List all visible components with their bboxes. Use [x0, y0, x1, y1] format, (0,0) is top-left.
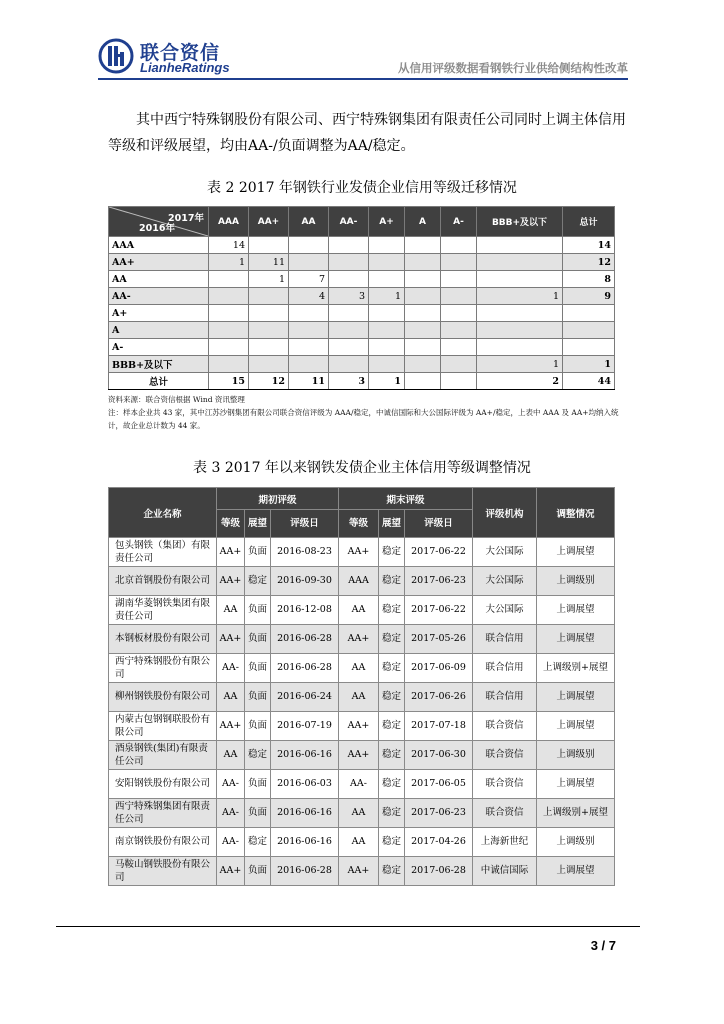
- table-cell: [405, 373, 441, 390]
- table-cell: [441, 356, 477, 373]
- final-outlook-cell: 稳定: [379, 683, 405, 712]
- table-cell: 44: [563, 373, 615, 390]
- table-cell: [289, 237, 329, 254]
- header-agency: 评级机构: [473, 488, 537, 538]
- table-cell: [289, 322, 329, 339]
- table-cell: [477, 322, 563, 339]
- initial-outlook-cell: 负面: [245, 712, 271, 741]
- table-cell: 12: [249, 373, 289, 390]
- final-outlook-cell: 稳定: [379, 625, 405, 654]
- lianhe-logo-icon: [98, 38, 134, 74]
- final-date-cell: 2017-06-30: [405, 741, 473, 770]
- adjustment-cell: 上调展望: [537, 770, 615, 799]
- adjustment-cell: 上调级别: [537, 741, 615, 770]
- table-cell: [249, 339, 289, 356]
- table-cell: [249, 288, 289, 305]
- adjustment-cell: 上调级别: [537, 828, 615, 857]
- adjustment-cell: 上调级别+展望: [537, 799, 615, 828]
- table-row: [109, 683, 615, 712]
- table-cell: [249, 305, 289, 322]
- final-date-cell: 2017-06-23: [405, 799, 473, 828]
- adjustment-cell: 上调级别: [537, 567, 615, 596]
- company-name-cell: 安阳钢铁股份有限公司: [109, 770, 217, 799]
- column-header: AA-: [329, 207, 369, 237]
- final-date-cell: 2017-06-23: [405, 567, 473, 596]
- final-date-cell: 2017-06-26: [405, 683, 473, 712]
- final-date-cell: 2017-06-05: [405, 770, 473, 799]
- rating-agency-cell: 大公国际: [473, 596, 537, 625]
- initial-grade-cell: AA-: [217, 770, 245, 799]
- table-cell: [289, 356, 329, 373]
- initial-outlook-cell: 稳定: [245, 567, 271, 596]
- initial-outlook-cell: 负面: [245, 596, 271, 625]
- column-header: A-: [441, 207, 477, 237]
- column-header: A+: [369, 207, 405, 237]
- initial-date-cell: 2016-12-08: [271, 596, 339, 625]
- final-grade-cell: AA+: [339, 538, 379, 567]
- header-final-rating: 期末评级: [339, 488, 473, 510]
- table-cell: 1: [369, 373, 405, 390]
- table-cell: [209, 339, 249, 356]
- row-label: A-: [109, 339, 209, 356]
- footer-divider: [56, 926, 640, 927]
- table-cell: 2: [477, 373, 563, 390]
- table-cell: [405, 237, 441, 254]
- final-date-cell: 2017-06-22: [405, 596, 473, 625]
- header-date: 评级日: [405, 510, 473, 538]
- initial-grade-cell: AA+: [217, 567, 245, 596]
- rating-agency-cell: 大公国际: [473, 567, 537, 596]
- brand-name-en: LianheRatings: [140, 60, 230, 75]
- company-name-cell: 酒泉钢铁(集团)有限责任公司: [109, 741, 217, 770]
- adjustment-cell: 上调展望: [537, 857, 615, 886]
- final-outlook-cell: 稳定: [379, 741, 405, 770]
- table-cell: [441, 305, 477, 322]
- corner-label-2017: 2017年: [168, 213, 204, 224]
- table-cell: 8: [563, 271, 615, 288]
- table-row: [109, 254, 615, 271]
- final-outlook-cell: 稳定: [379, 857, 405, 886]
- header-divider: [98, 78, 628, 80]
- final-grade-cell: AAA: [339, 567, 379, 596]
- table-cell: [329, 305, 369, 322]
- rating-agency-cell: 联合信用: [473, 654, 537, 683]
- header-outlook: 展望: [245, 510, 271, 538]
- table-cell: 9: [563, 288, 615, 305]
- table-cell: [477, 237, 563, 254]
- initial-outlook-cell: 稳定: [245, 741, 271, 770]
- initial-outlook-cell: 负面: [245, 625, 271, 654]
- header-initial-rating: 期初评级: [217, 488, 339, 510]
- table-cell: [369, 356, 405, 373]
- table-cell: [329, 339, 369, 356]
- table-row: [109, 271, 615, 288]
- final-date-cell: 2017-06-22: [405, 538, 473, 567]
- table-row: [109, 305, 615, 322]
- table-cell: [249, 356, 289, 373]
- final-grade-cell: AA+: [339, 857, 379, 886]
- company-name-cell: 西宁特殊钢股份有限公司: [109, 654, 217, 683]
- rating-adjustment-table: [108, 487, 615, 886]
- rating-agency-cell: 联合资信: [473, 712, 537, 741]
- table-cell: [477, 339, 563, 356]
- table-row: [109, 712, 615, 741]
- initial-outlook-cell: 负面: [245, 538, 271, 567]
- final-grade-cell: AA-: [339, 770, 379, 799]
- initial-outlook-cell: 负面: [245, 857, 271, 886]
- row-label: AA: [109, 271, 209, 288]
- table-cell: [329, 271, 369, 288]
- table-cell: [441, 237, 477, 254]
- table-cell: [441, 339, 477, 356]
- initial-date-cell: 2016-06-24: [271, 683, 339, 712]
- table2-note: 注：样本企业共 43 家，其中江苏沙钢集团有限公司联合资信评级为 AAA/稳定，中诚信国际和大公国际评级为 AA+/稳定，上表中 AAA 及 AA+均纳入统计，故企业总计数为 44 家。: [108, 408, 619, 430]
- table-cell: [563, 322, 615, 339]
- table2-header-row: [109, 207, 615, 237]
- company-name-cell: 马鞍山钢铁股份有限公司: [109, 857, 217, 886]
- initial-grade-cell: AA: [217, 683, 245, 712]
- initial-date-cell: 2016-06-16: [271, 741, 339, 770]
- company-name-cell: 西宁特殊钢集团有限责任公司: [109, 799, 217, 828]
- table-cell: [369, 305, 405, 322]
- table-cell: [329, 237, 369, 254]
- row-label: AA+: [109, 254, 209, 271]
- corner-label-2016: 2016年: [139, 223, 175, 234]
- table-cell: [405, 305, 441, 322]
- company-name-cell: 湖南华菱钢铁集团有限责任公司: [109, 596, 217, 625]
- table-cell: [441, 373, 477, 390]
- final-outlook-cell: 稳定: [379, 828, 405, 857]
- final-grade-cell: AA: [339, 683, 379, 712]
- document-title: 从信用评级数据看钢铁行业供给侧结构性改革: [398, 61, 628, 75]
- initial-grade-cell: AA+: [217, 712, 245, 741]
- final-outlook-cell: 稳定: [379, 654, 405, 683]
- initial-grade-cell: AA-: [217, 654, 245, 683]
- row-label: BBB+及以下: [109, 356, 209, 373]
- table-row: [109, 741, 615, 770]
- table-cell: 15: [209, 373, 249, 390]
- table-cell: [441, 254, 477, 271]
- table-cell: [441, 271, 477, 288]
- table-cell: [289, 339, 329, 356]
- table-cell: [369, 322, 405, 339]
- table-cell: [249, 237, 289, 254]
- final-outlook-cell: 稳定: [379, 770, 405, 799]
- initial-grade-cell: AA-: [217, 828, 245, 857]
- table-cell: [405, 254, 441, 271]
- brand-name-cn: 联合资信: [140, 42, 221, 64]
- initial-date-cell: 2016-06-03: [271, 770, 339, 799]
- rating-agency-cell: 大公国际: [473, 538, 537, 567]
- final-outlook-cell: 稳定: [379, 567, 405, 596]
- initial-date-cell: 2016-06-28: [271, 625, 339, 654]
- final-grade-cell: AA: [339, 654, 379, 683]
- table-cell: 12: [563, 254, 615, 271]
- column-header: BBB+及以下: [477, 207, 563, 237]
- rating-agency-cell: 联合资信: [473, 799, 537, 828]
- initial-grade-cell: AA: [217, 596, 245, 625]
- table3-header-row: [109, 488, 615, 510]
- column-header: AA: [289, 207, 329, 237]
- table-cell: [209, 322, 249, 339]
- table-cell: [563, 339, 615, 356]
- table-cell: [405, 271, 441, 288]
- initial-grade-cell: AA+: [217, 538, 245, 567]
- final-outlook-cell: 稳定: [379, 596, 405, 625]
- page-number: 3 / 7: [590, 938, 616, 953]
- table-cell: 1: [563, 356, 615, 373]
- company-name-cell: 包头钢铁（集团）有限责任公司: [109, 538, 217, 567]
- row-label: AA-: [109, 288, 209, 305]
- header-date: 评级日: [271, 510, 339, 538]
- row-label: A: [109, 322, 209, 339]
- initial-date-cell: 2016-06-16: [271, 828, 339, 857]
- initial-grade-cell: AA: [217, 741, 245, 770]
- table-cell: [369, 271, 405, 288]
- initial-date-cell: 2016-06-28: [271, 857, 339, 886]
- adjustment-cell: 上调展望: [537, 683, 615, 712]
- final-date-cell: 2017-06-09: [405, 654, 473, 683]
- table-row: [109, 322, 615, 339]
- rating-agency-cell: 上海新世纪: [473, 828, 537, 857]
- row-label: AAA: [109, 237, 209, 254]
- initial-outlook-cell: 负面: [245, 683, 271, 712]
- page-header: [0, 0, 724, 82]
- table-cell: [369, 339, 405, 356]
- final-grade-cell: AA+: [339, 712, 379, 741]
- table-cell: 4: [289, 288, 329, 305]
- final-grade-cell: AA: [339, 799, 379, 828]
- table-cell: [405, 322, 441, 339]
- table-cell: 7: [289, 271, 329, 288]
- table-cell: [289, 305, 329, 322]
- table-cell: [405, 288, 441, 305]
- final-grade-cell: AA+: [339, 741, 379, 770]
- initial-outlook-cell: 负面: [245, 770, 271, 799]
- table2-caption: 表 2 2017 年钢铁行业发债企业信用等级迁移情况: [207, 180, 517, 196]
- table-cell: [477, 254, 563, 271]
- company-name-cell: 本钢板材股份有限公司: [109, 625, 217, 654]
- column-header: AAA: [209, 207, 249, 237]
- header-grade: 等级: [217, 510, 245, 538]
- table-cell: [369, 237, 405, 254]
- table-cell: 11: [289, 373, 329, 390]
- initial-date-cell: 2016-08-23: [271, 538, 339, 567]
- initial-grade-cell: AA+: [217, 625, 245, 654]
- final-outlook-cell: 稳定: [379, 799, 405, 828]
- company-name-cell: 柳州钢铁股份有限公司: [109, 683, 217, 712]
- header-grade: 等级: [339, 510, 379, 538]
- table2-total-row: [109, 373, 615, 390]
- adjustment-cell: 上调展望: [537, 712, 615, 741]
- table2-corner-cell: [109, 207, 209, 237]
- adjustment-cell: 上调展望: [537, 625, 615, 654]
- column-header: AA+: [249, 207, 289, 237]
- initial-date-cell: 2016-06-16: [271, 799, 339, 828]
- table-cell: [477, 271, 563, 288]
- final-grade-cell: AA: [339, 828, 379, 857]
- table3-caption: 表 3 2017 年以来钢铁发债企业主体信用等级调整情况: [193, 460, 531, 476]
- table-cell: [405, 356, 441, 373]
- company-name-cell: 北京首钢股份有限公司: [109, 567, 217, 596]
- final-date-cell: 2017-06-28: [405, 857, 473, 886]
- final-grade-cell: AA: [339, 596, 379, 625]
- table-row: [109, 237, 615, 254]
- table-cell: [477, 305, 563, 322]
- table-cell: [441, 288, 477, 305]
- adjustment-cell: 上调级别+展望: [537, 654, 615, 683]
- table-cell: 14: [563, 237, 615, 254]
- table-cell: [209, 305, 249, 322]
- rating-agency-cell: 联合资信: [473, 741, 537, 770]
- table-row: [109, 596, 615, 625]
- final-outlook-cell: 稳定: [379, 712, 405, 741]
- final-date-cell: 2017-04-26: [405, 828, 473, 857]
- table-cell: [405, 339, 441, 356]
- column-header: 总计: [563, 207, 615, 237]
- table-row: [109, 828, 615, 857]
- adjustment-cell: 上调展望: [537, 596, 615, 625]
- table-cell: [369, 254, 405, 271]
- table-cell: 11: [249, 254, 289, 271]
- table-row: [109, 567, 615, 596]
- table-cell: 3: [329, 288, 369, 305]
- rating-agency-cell: 中诚信国际: [473, 857, 537, 886]
- table-cell: 1: [477, 356, 563, 373]
- table-row: [109, 625, 615, 654]
- header-outlook: 展望: [379, 510, 405, 538]
- final-date-cell: 2017-07-18: [405, 712, 473, 741]
- table-cell: 1: [209, 254, 249, 271]
- table-cell: [329, 356, 369, 373]
- header-adjustment: 调整情况: [537, 488, 615, 538]
- table-cell: 3: [329, 373, 369, 390]
- column-header: A: [405, 207, 441, 237]
- table-row: [109, 799, 615, 828]
- table-cell: [209, 271, 249, 288]
- table2-source: 资料来源：联合资信根据 Wind 资讯整理: [108, 395, 245, 404]
- initial-outlook-cell: 稳定: [245, 828, 271, 857]
- table-cell: [249, 322, 289, 339]
- rating-agency-cell: 联合信用: [473, 625, 537, 654]
- adjustment-cell: 上调展望: [537, 538, 615, 567]
- final-date-cell: 2017-05-26: [405, 625, 473, 654]
- initial-grade-cell: AA-: [217, 799, 245, 828]
- row-label: A+: [109, 305, 209, 322]
- header-company: 企业名称: [109, 488, 217, 538]
- table-cell: 1: [249, 271, 289, 288]
- initial-date-cell: 2016-06-28: [271, 654, 339, 683]
- table-row: [109, 770, 615, 799]
- table-row: [109, 538, 615, 567]
- table-cell: [209, 288, 249, 305]
- body-paragraph: 其中西宁特殊钢股份有限公司、西宁特殊钢集团有限责任公司同时上调主体信用等级和评级展望，均由AA-/负面调整为AA/稳定。: [108, 112, 626, 154]
- table-cell: [441, 322, 477, 339]
- table-cell: 14: [209, 237, 249, 254]
- table-row: [109, 356, 615, 373]
- total-label: 总计: [109, 373, 209, 390]
- company-name-cell: 内蒙古包钢钢联股份有限公司: [109, 712, 217, 741]
- rating-agency-cell: 联合信用: [473, 683, 537, 712]
- table-cell: [209, 356, 249, 373]
- company-name-cell: 南京钢铁股份有限公司: [109, 828, 217, 857]
- table-row: [109, 654, 615, 683]
- table-cell: [329, 322, 369, 339]
- rating-agency-cell: 联合资信: [473, 770, 537, 799]
- table-cell: 1: [369, 288, 405, 305]
- final-grade-cell: AA+: [339, 625, 379, 654]
- initial-grade-cell: AA+: [217, 857, 245, 886]
- initial-outlook-cell: 负面: [245, 654, 271, 683]
- rating-migration-table: [108, 206, 615, 390]
- table-row: [109, 288, 615, 305]
- table-row: [109, 857, 615, 886]
- table-cell: 1: [477, 288, 563, 305]
- initial-outlook-cell: 负面: [245, 799, 271, 828]
- table-cell: [289, 254, 329, 271]
- table-cell: [329, 254, 369, 271]
- table-row: [109, 339, 615, 356]
- table-cell: [563, 305, 615, 322]
- final-outlook-cell: 稳定: [379, 538, 405, 567]
- initial-date-cell: 2016-07-19: [271, 712, 339, 741]
- initial-date-cell: 2016-09-30: [271, 567, 339, 596]
